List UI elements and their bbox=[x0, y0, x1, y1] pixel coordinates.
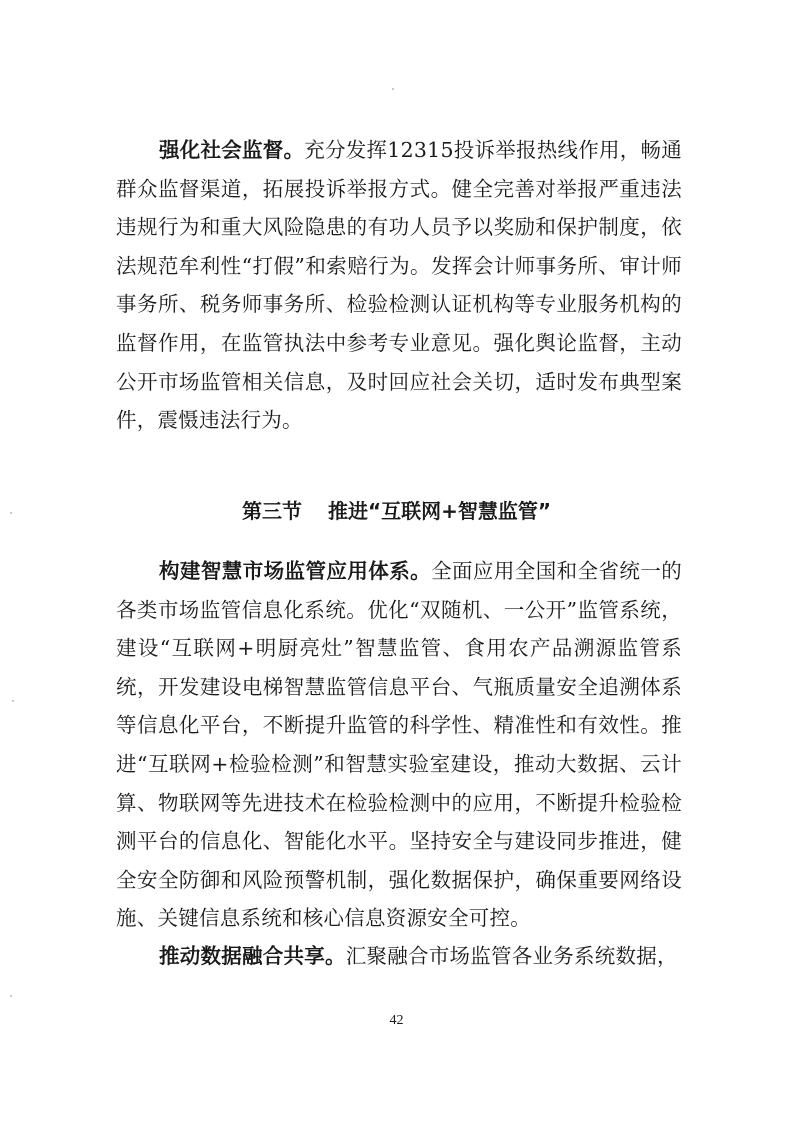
paragraph-smart-supervision bbox=[116, 552, 682, 938]
paragraph-lead: 推动数据融合共享。 bbox=[159, 944, 346, 968]
paragraph-lead: 强化社会监督。 bbox=[159, 138, 305, 162]
page-number: 42 bbox=[389, 1013, 404, 1028]
paragraph-body: 汇聚融合市场监管各业务系统数据， bbox=[345, 944, 678, 968]
paragraph-lead: 构建智慧市场监管应用体系。 bbox=[159, 559, 432, 583]
paragraph-social-supervision bbox=[116, 131, 682, 440]
paragraph-body: 充分发挥12315投诉举报热线作用，畅通群众监督渠道，拓展投诉举报方式。健全完善对举报严重违法违规行为和重大风险隐患的有功人员予以奖励和保护制度，依法规范牟利性“打假”和索赔行为。发挥会计师事务所、审计师事务所、税务师事务所、检验检测认证机构等专业服务机构的监督作用，在监管执法中参考专业意见。强化舆论监督，主动公开市场监管相关信息，及时回应社会关切，适时发布典型案件，震慑违法行为。 bbox=[116, 138, 682, 433]
scan-speck bbox=[392, 88, 394, 90]
section-title: 推进“互联网+智慧监管” bbox=[327, 499, 552, 523]
paragraph-body: 全面应用全国和全省统一的各类市场监管信息化系统。优化“双随机、一公开”监管系统，建设“互联网+明厨亮灶”智慧监管、食用农产品溯源监管系统，开发建设电梯智慧监管信息平台、气瓶质量安全追溯体系等信息化平台，不断提升监管的科学性、精准性和有效性。推进“互联网+检验检测”和智慧实验室建设，推动大数据、云计算、物联网等先进技术在检验检测中的应用，不断提升检验检测平台的信息化、智能化水平。坚持安全与建设同步推进，健全安全防御和风险预警机制，强化数据保护，确保重要网络设施、关键信息系统和核心信息资源安全可控。 bbox=[116, 559, 683, 931]
scan-speck bbox=[10, 512, 12, 514]
scan-speck bbox=[10, 995, 12, 997]
scan-speck bbox=[12, 700, 14, 702]
section-heading bbox=[0, 496, 793, 526]
section-number: 第三节 bbox=[241, 499, 302, 523]
paragraph-data-sharing bbox=[116, 937, 682, 976]
